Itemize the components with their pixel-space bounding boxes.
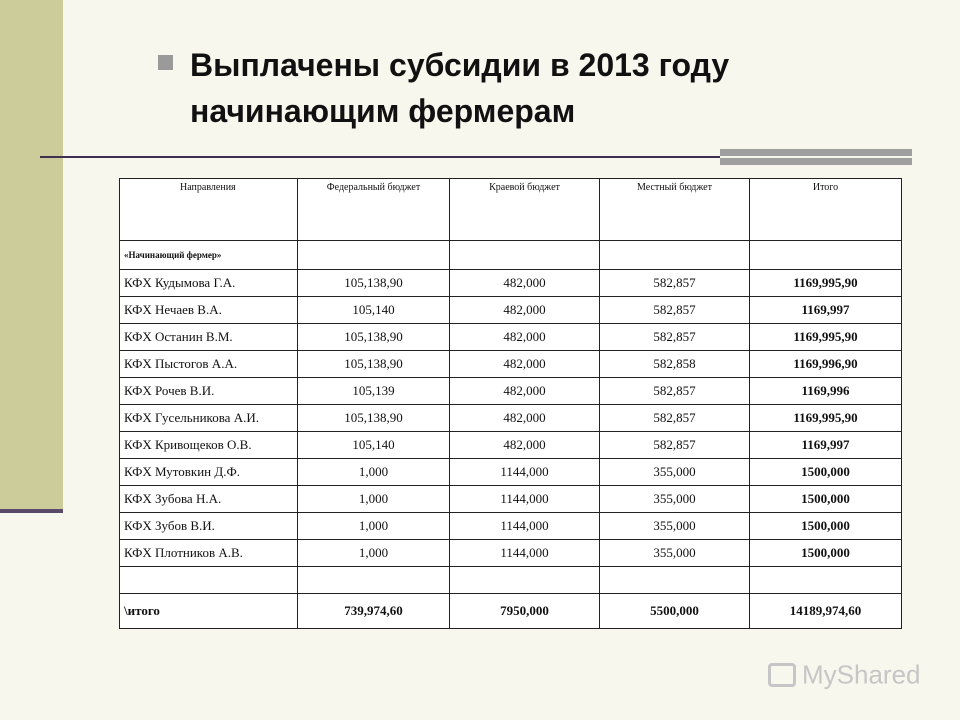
cell-federal: 105,138,90 [298,270,450,297]
divider-accent [720,149,912,165]
table-row [120,297,902,324]
cell-name: КФХ Мутовкин Д.Ф. [120,459,298,486]
cell-regional: 1144,000 [450,540,600,567]
cell-name: КФХ Гусельникова А.И. [120,405,298,432]
header-cell: Местный бюджет [600,179,750,241]
cell-total: 1169,996 [750,378,902,405]
table-row [120,486,902,513]
cell-regional: 482,000 [450,405,600,432]
cell-federal: 1,000 [298,540,450,567]
cell-name: КФХ Кудымова Г.А. [120,270,298,297]
cell-local: 582,857 [600,270,750,297]
cell-name: КФХ Плотников А.В. [120,540,298,567]
table-row [120,378,902,405]
total-local: 5500,000 [600,594,750,629]
cell-federal: 105,138,90 [298,351,450,378]
table-row [120,405,902,432]
cell-name: КФХ Нечаев В.А. [120,297,298,324]
header-cell: Направления [120,179,298,241]
cell-regional: 482,000 [450,270,600,297]
cell-total: 1500,000 [750,540,902,567]
cell-total: 1500,000 [750,513,902,540]
subsidies-table [119,178,902,629]
cell-name: КФХ Зубов В.И. [120,513,298,540]
cell-local: 582,857 [600,297,750,324]
cell-total: 1169,996,90 [750,351,902,378]
cell-total: 1169,995,90 [750,324,902,351]
table-row [120,540,902,567]
cell-federal: 105,139 [298,378,450,405]
presentation-icon [768,663,796,687]
table-row [120,324,902,351]
total-federal: 739,974,60 [298,594,450,629]
total-regional: 7950,000 [450,594,600,629]
cell-total: 1500,000 [750,459,902,486]
side-decor-edge [0,509,63,513]
cell-total: 1169,995,90 [750,405,902,432]
cell-federal: 105,140 [298,297,450,324]
cell-local: 355,000 [600,513,750,540]
cell-total: 1169,997 [750,297,902,324]
cell-total: 1169,997 [750,432,902,459]
header-cell: Федеральный бюджет [298,179,450,241]
slide-title: Выплачены субсидии в 2013 году начинающим фермерам [190,47,730,129]
table-row [120,513,902,540]
cell-federal: 105,140 [298,432,450,459]
total-total: 14189,974,60 [750,594,902,629]
cell-regional: 1144,000 [450,459,600,486]
cell-total: 1169,995,90 [750,270,902,297]
header-row [120,179,902,241]
total-name: \итого [120,594,298,629]
title-bullet-icon [158,55,173,70]
cell-regional: 482,000 [450,351,600,378]
cell-name: КФХ Рочев В.И. [120,378,298,405]
empty-row [120,567,902,594]
section-row [120,241,902,270]
cell-local: 355,000 [600,540,750,567]
cell-federal: 1,000 [298,459,450,486]
cell-federal: 1,000 [298,486,450,513]
grand-total-row [120,594,902,629]
watermark-text: MyShared [802,659,921,690]
cell-regional: 482,000 [450,324,600,351]
cell-local: 582,857 [600,324,750,351]
cell-local: 582,857 [600,378,750,405]
cell-local: 355,000 [600,486,750,513]
cell-regional: 482,000 [450,297,600,324]
watermark [768,658,921,691]
cell-name: КФХ Пыстогов А.А. [120,351,298,378]
table-row [120,432,902,459]
cell-regional: 1144,000 [450,513,600,540]
cell-federal: 1,000 [298,513,450,540]
cell-federal: 105,138,90 [298,405,450,432]
cell-total: 1500,000 [750,486,902,513]
cell-name: КФХ Зубова Н.А. [120,486,298,513]
cell-local: 582,857 [600,432,750,459]
cell-name: КФХ Кривощеков О.В. [120,432,298,459]
cell-federal: 105,138,90 [298,324,450,351]
header-cell: Краевой бюджет [450,179,600,241]
cell-local: 582,857 [600,405,750,432]
cell-local: 355,000 [600,459,750,486]
cell-regional: 482,000 [450,432,600,459]
header-cell: Итого [750,179,902,241]
cell-name: КФХ Останин В.М. [120,324,298,351]
cell-regional: 482,000 [450,378,600,405]
table-row [120,459,902,486]
cell-regional: 1144,000 [450,486,600,513]
table-row [120,270,902,297]
section-label: «Начинающий фермер» [120,241,298,270]
cell-local: 582,858 [600,351,750,378]
side-decor-bar [0,0,63,512]
table-row [120,351,902,378]
